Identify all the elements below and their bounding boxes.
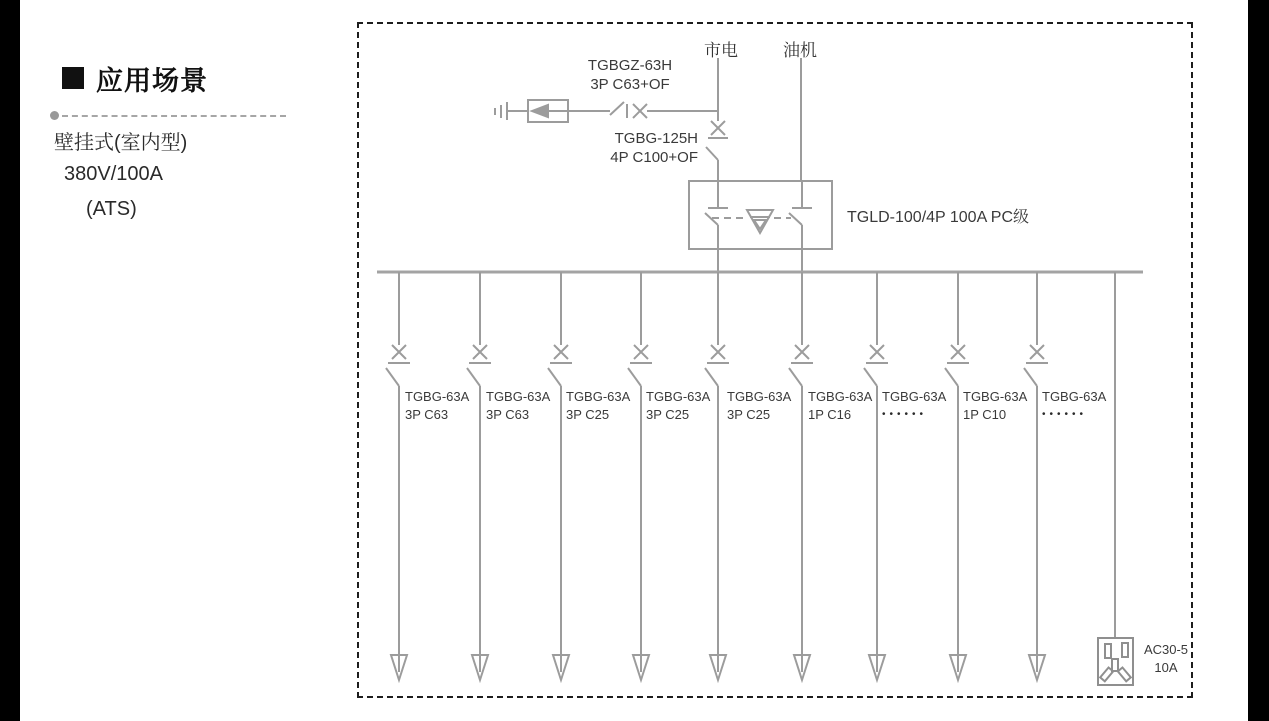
- main-breaker-rating: 4P C100+OF: [610, 149, 698, 166]
- feeder-rating: 1P C10: [963, 407, 1007, 422]
- spd-breaker-model: TGBGZ-63H: [587, 57, 673, 74]
- feeder-3: [548, 272, 572, 680]
- feeder-6-label: [808, 388, 882, 424]
- spec-mount-type: 壁挂式(室内型): [54, 132, 188, 154]
- ats-label: TGLD-100/4P 100A PC级: [847, 209, 1030, 226]
- feeder-8: [945, 272, 969, 680]
- feeder-model: TGBG-63A: [963, 389, 1028, 404]
- ground-icon: [495, 102, 507, 120]
- dashed-separator: [62, 115, 286, 117]
- feeder-7: [864, 272, 888, 680]
- surge-arrester-icon: [528, 100, 568, 122]
- feeder-rating: 1P C16: [808, 407, 852, 422]
- surge-protection-branch: [495, 100, 718, 122]
- socket-label: [1137, 641, 1195, 677]
- single-line-diagram: [358, 23, 1196, 700]
- mains-source-label: 市电: [704, 41, 738, 60]
- feeder-model: TGBG-63A: [405, 389, 470, 404]
- feeder-1: [386, 272, 410, 680]
- feeder-6: [789, 272, 813, 680]
- feeder-2: [467, 272, 491, 680]
- feeder-rating: ••••••: [1042, 409, 1088, 420]
- feeder-1-label: [405, 388, 479, 424]
- socket-rating: 10A: [1154, 660, 1178, 675]
- feeder-4-label: [646, 388, 720, 424]
- feeder-3-label: [566, 388, 640, 424]
- screen-edge-left: [0, 0, 20, 721]
- spd-breaker-icon: [610, 102, 647, 118]
- separator-dot: [50, 111, 59, 120]
- feeder-model: TGBG-63A: [808, 389, 873, 404]
- generator-source-label: 油机: [783, 41, 817, 60]
- feeder-rating: 3P C63: [405, 407, 449, 422]
- feeder-2-label: [486, 388, 560, 424]
- feeder-rating: 3P C25: [566, 407, 610, 422]
- feeder-7-label: [882, 388, 956, 424]
- ats-switch-icon: [689, 181, 832, 272]
- feeder-5-label: [727, 388, 801, 424]
- socket-model: AC30-5: [1143, 642, 1189, 657]
- feeder-rating: 3P C25: [727, 407, 771, 422]
- feeder-rating: 3P C63: [486, 407, 530, 422]
- spd-breaker-rating: 3P C63+OF: [590, 76, 670, 93]
- feeder-rating: ••••••: [882, 409, 928, 420]
- feeder-model: TGBG-63A: [727, 389, 792, 404]
- feeder-5: [705, 272, 729, 680]
- feeder-model: TGBG-63A: [646, 389, 711, 404]
- section-heading: 应用场景: [96, 66, 208, 96]
- heading-bullet-square: [62, 67, 84, 89]
- main-breaker-model: TGBG-125H: [614, 130, 698, 147]
- socket-outlet-icon: [1098, 638, 1133, 685]
- feeder-model: TGBG-63A: [882, 389, 947, 404]
- main-breaker-label: [560, 129, 698, 167]
- spec-voltage-current: 380V/100A: [64, 163, 163, 185]
- feeder-rating: 3P C25: [646, 407, 690, 422]
- screen-edge-right: [1248, 0, 1269, 721]
- feeder-model: TGBG-63A: [486, 389, 551, 404]
- feeder-9-label: [1042, 388, 1116, 424]
- feeder-4: [628, 272, 652, 680]
- mains-incomer-line: [706, 58, 728, 181]
- spec-ats: (ATS): [86, 198, 137, 220]
- spd-breaker-label: [568, 56, 692, 94]
- feeder-model: TGBG-63A: [566, 389, 631, 404]
- feeder-model: TGBG-63A: [1042, 389, 1107, 404]
- socket-feeder: [1098, 272, 1133, 685]
- feeder-9: [1024, 272, 1048, 680]
- feeder-8-label: [963, 388, 1037, 424]
